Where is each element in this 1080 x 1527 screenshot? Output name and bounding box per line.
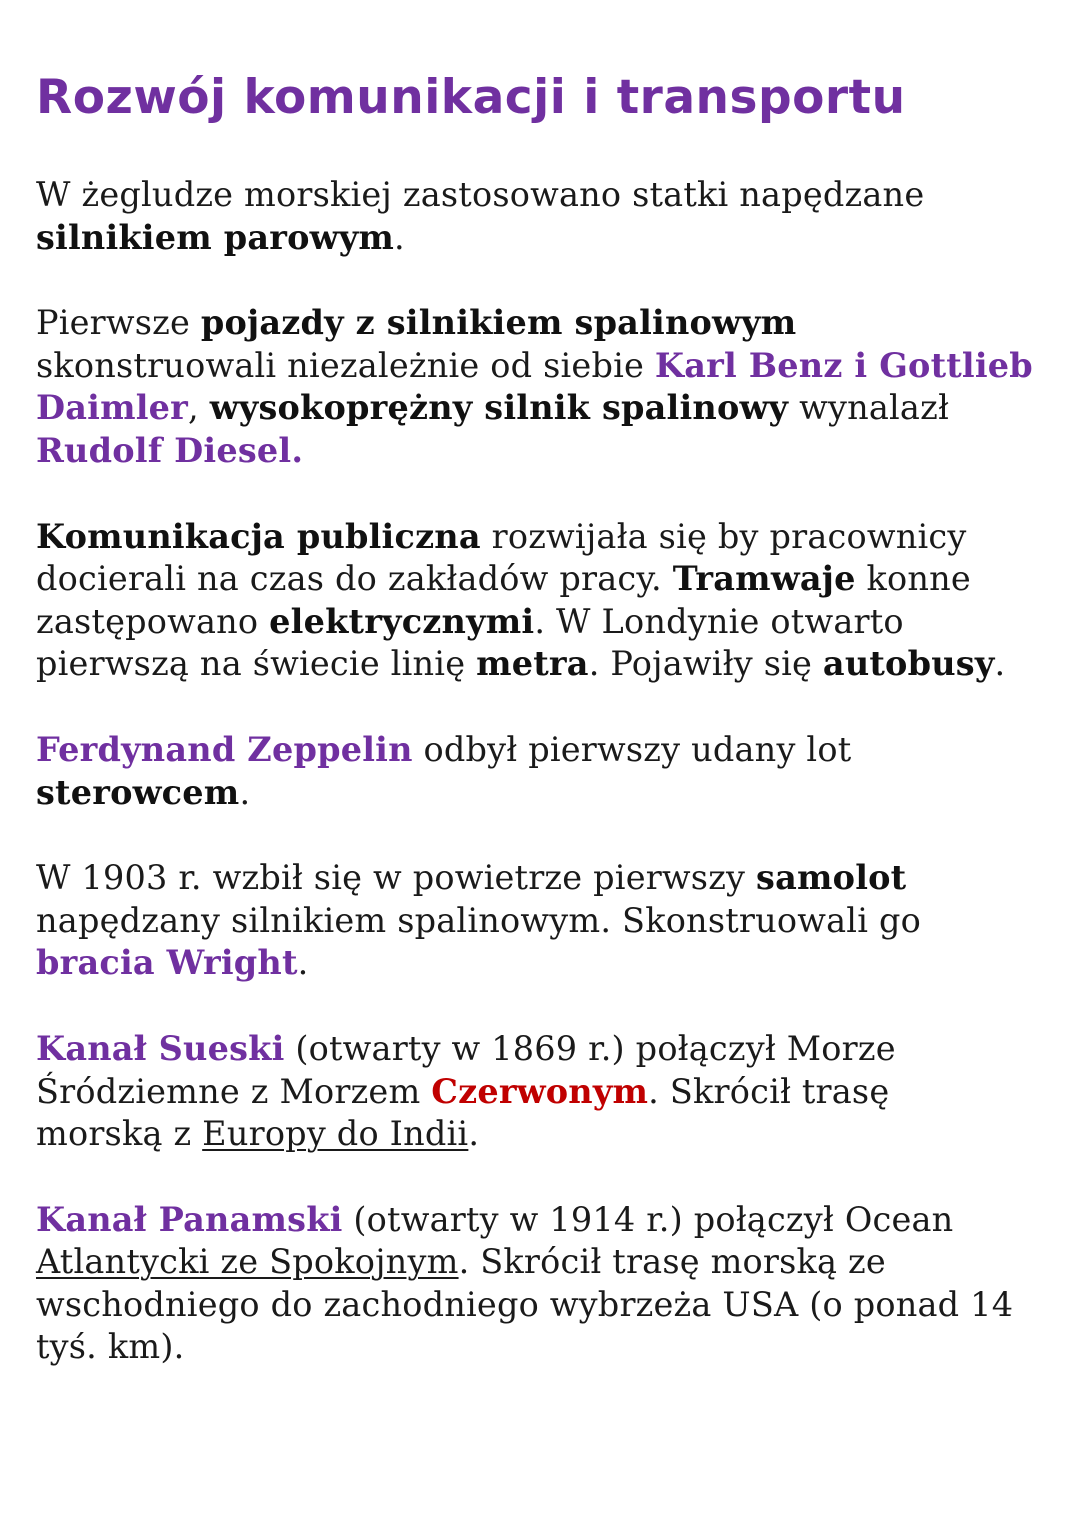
text-run: . W Londynie otwarto [534,601,904,641]
text-line [36,1113,1056,1156]
paragraph-panama-canal [36,1199,1056,1369]
paragraph-airplane [36,857,1056,985]
text-run: . [394,217,405,257]
paragraph-zeppelin [36,729,1056,814]
text-line [36,772,1056,815]
highlighted-name: bracia Wright [36,943,298,983]
highlighted-name: Daimler [36,388,189,428]
text-run: Śródziemne z Morzem [36,1071,432,1111]
text-run: odbył pierwszy udany lot [412,729,852,769]
text-run: zastępowano [36,601,270,641]
text-run: . Skrócił trasę morską ze [458,1242,886,1282]
text-run: . [239,772,251,812]
bold-term: sterowcem [36,772,240,812]
text-line [36,1028,1056,1071]
highlighted-name: Kanał Panamski [36,1199,343,1239]
text-run: konne [855,559,971,599]
paragraph-combustion-engine [36,302,1056,472]
text-line [36,857,1056,900]
bold-term: silnikiem parowym [36,217,395,257]
text-line [36,302,1056,345]
underlined-term: Atlantycki ze Spokojnym [36,1242,459,1282]
text-line [36,217,1056,260]
text-line [36,1071,1056,1114]
text-line [36,345,1056,388]
text-run: . [994,644,1006,684]
text-line [36,729,1056,772]
underlined-term: Europy do Indii [202,1114,469,1154]
bold-term: samolot [756,858,907,898]
paragraph-steam-shipping [36,174,1056,259]
text-run: . [468,1114,480,1154]
bold-term: metra [476,644,589,684]
text-line [36,1241,1056,1284]
text-run: morską z [36,1114,203,1154]
text-line: wschodniego do zachodniego wybrzeża USA (o ponad 14 [36,1284,1014,1324]
text-line [36,601,1056,644]
highlighted-name: Ferdynand Zeppelin [36,729,413,769]
highlighted-name: Kanał Sueski [36,1028,285,1068]
text-run: wynalazł [788,388,950,428]
text-run: , [188,388,210,428]
text-line [36,387,1056,430]
text-run: . Pojawiły się [588,644,823,684]
text-line [36,430,1056,473]
highlighted-name: Karl Benz i Gottlieb [654,345,1033,385]
text-run: W 1903 r. wzbił się w powietrze pierwszy [36,858,757,898]
text-run: (otwarty w 1914 r.) połączył Ocean [342,1199,954,1239]
red-term: Czerwonym [431,1071,649,1111]
text-line [36,643,1056,686]
bold-term: pojazdy z silnikiem spalinowym [200,303,797,343]
text-line: napędzany silnikiem spalinowym. Skonstruowali go [36,900,921,940]
text-run: skonstruowali niezależnie od siebie [36,345,655,385]
bold-term: autobusy [822,644,995,684]
text-line [36,1199,1056,1242]
text-run: . [297,943,309,983]
text-run: docierali na czas do zakładów pracy. [36,559,673,599]
text-line [36,558,1056,601]
bold-term: Tramwaje [672,559,856,599]
text-line [36,942,1056,985]
text-run: Pierwsze [36,303,201,343]
text-line: tyś. km). [36,1327,185,1367]
paragraph-public-transport [36,516,1056,686]
highlighted-name: Rudolf Diesel. [36,430,304,470]
text-run: . Skrócił trasę [648,1071,890,1111]
text-run: rozwijała się by pracownicy [480,516,967,556]
page-title: Rozwój komunikacji i transportu [36,70,906,125]
document-page [36,62,1056,1412]
text-line [36,516,1056,559]
text-line: W żegludze morskiej zastosowano statki napędzane [36,175,925,214]
text-run: (otwarty w 1869 r.) połączył Morze [284,1028,896,1068]
bold-term: Komunikacja publiczna [36,516,481,556]
paragraph-suez-canal [36,1028,1056,1156]
bold-term: wysokoprężny silnik spalinowy [209,388,789,428]
text-run: pierwszą na świecie linię [36,644,477,684]
bold-term: elektrycznymi [269,601,535,641]
